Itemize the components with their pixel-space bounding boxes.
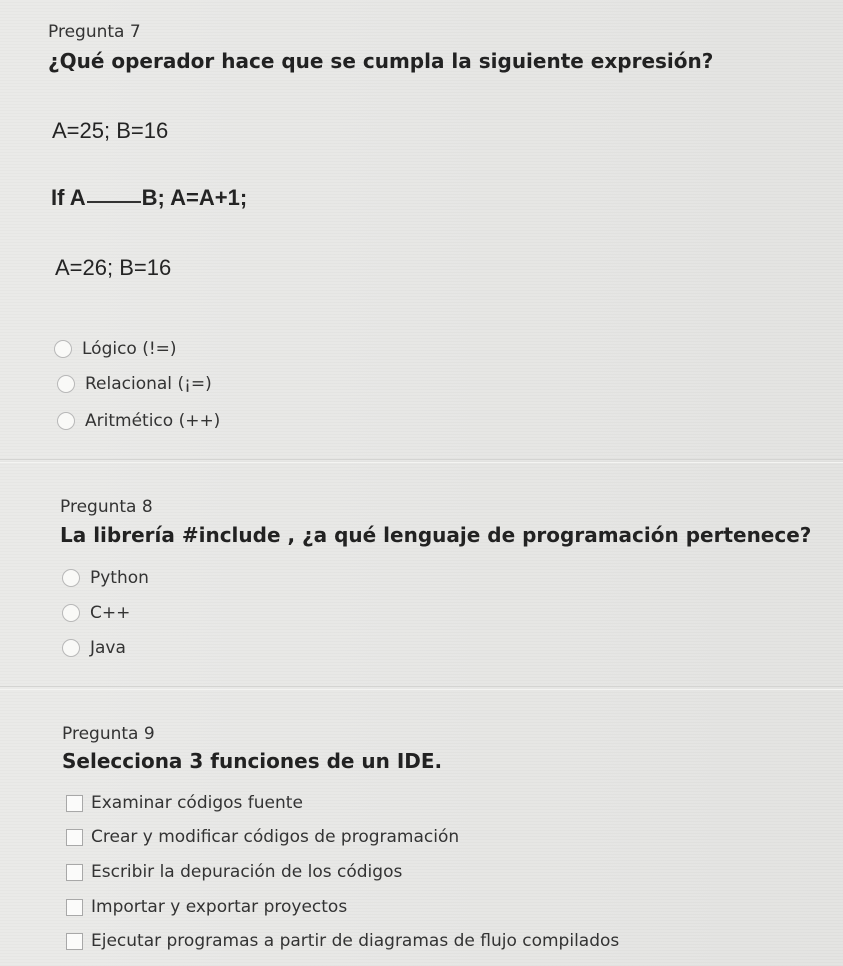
question-divider [0,686,843,690]
condition-blank [87,200,141,203]
option-label: Python [90,568,149,588]
question-7-option-1[interactable] [54,336,177,362]
option-label: Ejecutar programas a partir de diagramas de flujo compilados [91,931,620,951]
question-7-result-values: A=26; B=16 [55,255,172,280]
question-9-number: Pregunta 9 [62,724,155,744]
condition-suffix: B; A=A+1; [141,185,248,210]
radio-button[interactable] [62,639,80,657]
question-7-initial-values: A=25; B=16 [52,118,169,143]
option-label: Importar y exportar proyectos [91,897,348,917]
radio-button[interactable] [62,604,80,622]
checkbox[interactable] [66,899,83,916]
radio-button[interactable] [62,569,80,587]
option-label: Java [90,638,126,658]
condition-prefix: If A [51,185,86,210]
question-9-option-1[interactable] [66,790,303,816]
option-label: Escribir la depuración de los códigos [91,862,403,882]
question-7-title: ¿Qué operador hace que se cumpla la siguiente expresión? [48,49,714,73]
option-label: C++ [90,603,131,623]
question-8-title: La librería #include , ¿a qué lenguaje de programación pertenece? [60,523,812,547]
question-9-option-3[interactable] [66,859,402,885]
option-label: Crear y modificar códigos de programación [91,827,460,847]
question-8-option-2[interactable] [62,600,130,626]
checkbox[interactable] [66,795,83,812]
question-9-option-5[interactable] [66,928,619,954]
question-7-condition [51,185,247,211]
question-8-number: Pregunta 8 [60,497,153,517]
question-9-option-4[interactable] [66,894,347,920]
question-8-option-3[interactable] [62,635,126,661]
question-7-option-3[interactable] [57,408,220,434]
radio-button[interactable] [57,375,75,393]
option-label: Lógico (!=) [82,339,177,359]
checkbox[interactable] [66,864,83,881]
option-label: Examinar códigos fuente [91,793,303,813]
option-label: Aritmético (++) [85,411,221,431]
radio-button[interactable] [54,340,72,358]
question-divider [0,459,843,463]
question-8-option-1[interactable] [62,565,149,591]
question-9-option-2[interactable] [66,824,459,850]
radio-button[interactable] [57,412,75,430]
question-7-option-2[interactable] [57,371,212,397]
question-7-number: Pregunta 7 [48,22,141,42]
question-9-title: Selecciona 3 funciones de un IDE. [62,749,443,773]
question-8 [0,492,843,682]
option-label: Relacional (¡=) [85,374,212,394]
question-9 [0,718,843,966]
checkbox[interactable] [66,933,83,950]
checkbox[interactable] [66,829,83,846]
question-7 [0,0,843,458]
